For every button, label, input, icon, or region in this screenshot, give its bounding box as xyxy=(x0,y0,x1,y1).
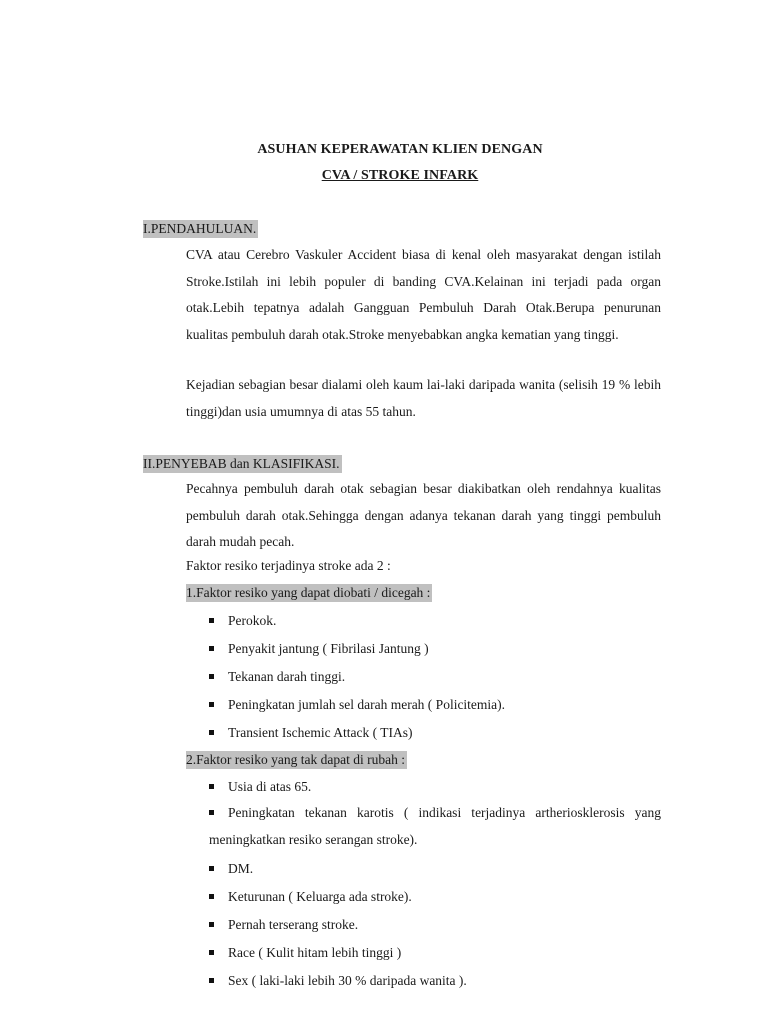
subheading-treatable-factors: 1.Faktor resiko yang dapat diobati / dicegah : xyxy=(186,585,431,600)
document-title: ASUHAN KEPERAWATAN KLIEN DENGAN xyxy=(257,142,543,157)
list-item: Perokok. xyxy=(209,612,276,630)
list-item: Race ( Kulit hitam lebih tinggi ) xyxy=(209,944,401,962)
bullet-square-icon xyxy=(209,978,214,983)
bullet-square-icon xyxy=(209,674,214,679)
risk-factors-intro: Faktor resiko terjadinya stroke ada 2 : xyxy=(186,558,391,573)
bullet-square-icon xyxy=(209,810,214,815)
bullet-square-icon xyxy=(209,922,214,927)
bullet-square-icon xyxy=(209,866,214,871)
bullet-square-icon xyxy=(209,950,214,955)
paragraph-pendahuluan-2: Kejadian sebagian besar dialami oleh kaum lai-laki daripada wanita (selisih 19 % lebih tinggi)dan usia umumnya di atas 55 tahun. xyxy=(186,377,661,419)
list-item: Sex ( laki-laki lebih 30 % daripada wanita ). xyxy=(209,972,467,990)
list-item: Transient Ischemic Attack ( TIAs) xyxy=(209,724,412,742)
bullet-square-icon xyxy=(209,646,214,651)
paragraph-pendahuluan-1: CVA atau Cerebro Vaskuler Accident biasa di kenal oleh masyarakat dengan istilah Stroke.Istilah ini lebih populer di banding CVA.Kelainan ini terjadi pada organ otak.Lebih tepatnya adalah Gangguan Pembuluh Darah Otak.Berupa penurunan kualitas pembuluh darah otak.Stroke menyebabkan angka kematian yang tinggi. xyxy=(186,247,661,342)
list-item: Peningkatan tekanan karotis ( indikasi terjadinya artheriosklerosis yang meningkatkan resiko serangan stroke). xyxy=(209,805,661,847)
paragraph-penyebab-1: Pecahnya pembuluh darah otak sebagian besar diakibatkan oleh rendahnya kualitas pembuluh darah otak.Sehingga dengan adanya tekanan darah yang tinggi pembuluh darah mudah pecah. xyxy=(186,481,661,550)
bullet-square-icon xyxy=(209,702,214,707)
list-item: Tekanan darah tinggi. xyxy=(209,668,345,686)
list-item: Peningkatan jumlah sel darah merah ( Policitemia). xyxy=(209,696,505,714)
list-item: Pernah terserang stroke. xyxy=(209,916,358,934)
subheading-unchangeable-factors: 2.Faktor resiko yang tak dapat di rubah : xyxy=(186,752,405,767)
list-item: Keturunan ( Keluarga ada stroke). xyxy=(209,888,412,906)
section-heading-penyebab: II.PENYEBAB dan KLASIFIKASI. xyxy=(143,456,340,471)
bullet-square-icon xyxy=(209,894,214,899)
bullet-square-icon xyxy=(209,784,214,789)
bullet-square-icon xyxy=(209,618,214,623)
list-item: Penyakit jantung ( Fibrilasi Jantung ) xyxy=(209,640,429,658)
section-heading-pendahuluan: I.PENDAHULUAN. xyxy=(143,221,257,236)
document-subtitle: CVA / STROKE INFARK xyxy=(321,168,479,183)
bullet-square-icon xyxy=(209,730,214,735)
list-item: DM. xyxy=(209,860,253,878)
list-item: Usia di atas 65. xyxy=(209,778,311,796)
